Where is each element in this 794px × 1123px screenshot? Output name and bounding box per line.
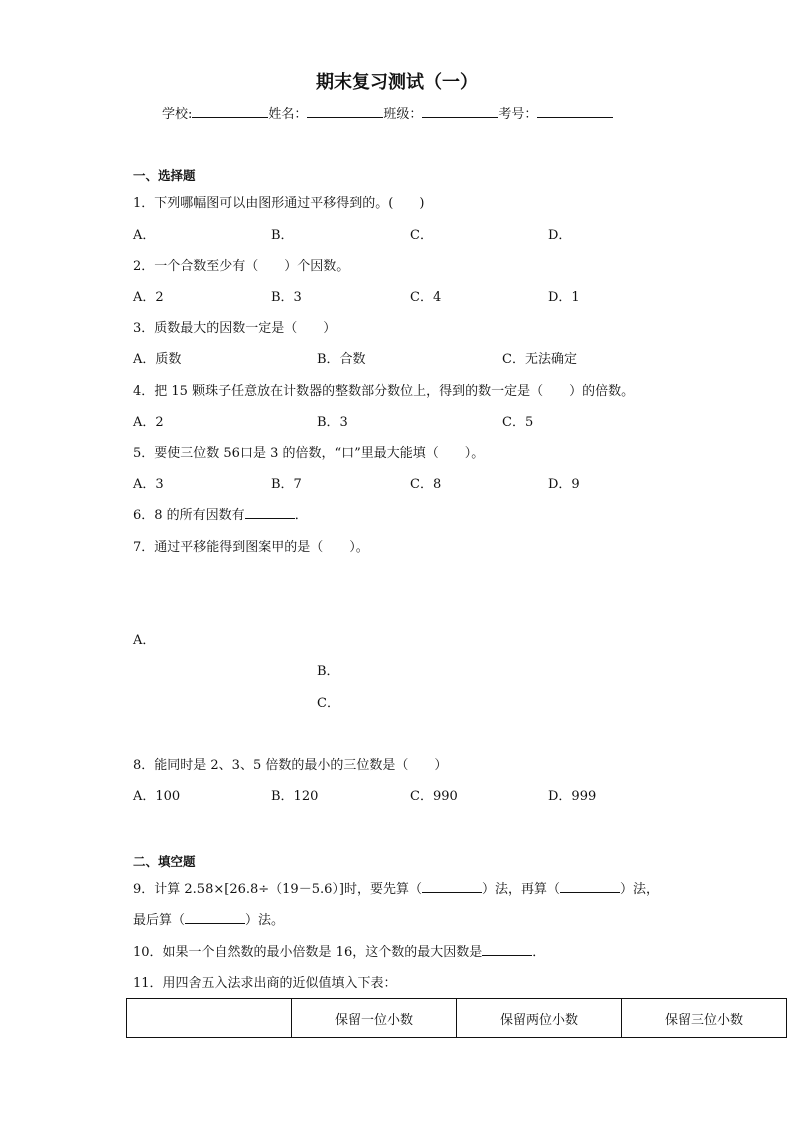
q1-option-d[interactable]: D． bbox=[548, 228, 572, 243]
q8-option-a[interactable]: A．100 bbox=[133, 789, 181, 804]
name-label: 姓名： bbox=[268, 107, 308, 122]
question-1: 1．下列哪幅图可以由图形通过平移得到的。( ) bbox=[133, 196, 425, 211]
q1-option-a[interactable]: A． bbox=[133, 228, 156, 243]
q5-option-c[interactable]: C．8 bbox=[410, 477, 442, 492]
rounding-table bbox=[126, 998, 787, 1038]
name-blank[interactable] bbox=[307, 105, 383, 118]
question-10: 10．如果一个自然数的最小倍数是 16，这个数的最大因数是 ． bbox=[133, 945, 546, 960]
q4-option-a[interactable]: A．2 bbox=[133, 415, 164, 430]
q5-option-b[interactable]: B．7 bbox=[271, 477, 302, 492]
q1-option-c[interactable]: C． bbox=[410, 228, 433, 243]
q2-option-a[interactable]: A．2 bbox=[133, 290, 164, 305]
q1-option-b[interactable]: B． bbox=[271, 228, 294, 243]
q7-option-a[interactable]: A． bbox=[133, 633, 156, 648]
number-label: 考号： bbox=[498, 107, 538, 122]
q2-option-d[interactable]: D．1 bbox=[548, 290, 580, 305]
class-label: 班级： bbox=[383, 107, 423, 122]
q8-option-d[interactable]: D．999 bbox=[548, 789, 597, 804]
q2-option-b[interactable]: B．3 bbox=[271, 290, 302, 305]
q7-option-b[interactable]: B． bbox=[317, 664, 340, 679]
q4-option-b[interactable]: B．3 bbox=[317, 415, 348, 430]
q3-option-a[interactable]: A．质数 bbox=[133, 352, 182, 367]
question-5: 5．要使三位数 56口是 3 的倍数，“口”里最大能填（ ）。 bbox=[133, 446, 485, 461]
section-heading-fill: 二、填空题 bbox=[133, 854, 196, 869]
page-title: 期末复习测试（一） bbox=[316, 72, 478, 93]
q3-option-c[interactable]: C．无法确定 bbox=[502, 352, 577, 367]
q3-option-b[interactable]: B．合数 bbox=[317, 352, 366, 367]
question-11: 11．用四舍五入法求出商的近似值填入下表： bbox=[133, 976, 397, 991]
question-3: 3．质数最大的因数一定是（ ） bbox=[133, 321, 337, 336]
q2-option-c[interactable]: C．4 bbox=[410, 290, 442, 305]
school-blank[interactable] bbox=[192, 105, 268, 118]
q4-option-c[interactable]: C．5 bbox=[502, 415, 534, 430]
q5-option-d[interactable]: D．9 bbox=[548, 477, 580, 492]
question-6: 6．8 的所有因数有 ． bbox=[133, 508, 308, 523]
question-9-line1: 9．计算 2.58×[26.8÷（19－5.6）]时，要先算（ ）法，再算（ ）法， bbox=[133, 882, 659, 897]
q10-answer-blank[interactable] bbox=[482, 943, 532, 956]
table-header-row bbox=[127, 999, 787, 1038]
question-8: 8．能同时是 2、3、5 倍数的最小的三位数是（ ） bbox=[133, 758, 448, 773]
section-heading-choice: 一、选择题 bbox=[133, 168, 196, 183]
question-7: 7．通过平移能得到图案甲的是（ ）。 bbox=[133, 540, 369, 555]
question-4: 4．把 15 颗珠子任意放在计数器的整数部分数位上，得到的数一定是（ ）的倍数。 bbox=[133, 384, 635, 399]
class-blank[interactable] bbox=[422, 105, 498, 118]
table-header-two-decimals: 保留两位小数 bbox=[457, 999, 622, 1038]
q8-option-c[interactable]: C．990 bbox=[410, 789, 458, 804]
table-header-empty bbox=[127, 999, 292, 1038]
question-2: 2．一个合数至少有（ ）个因数。 bbox=[133, 259, 350, 274]
student-info-line bbox=[162, 103, 613, 122]
q9-blank-1[interactable] bbox=[422, 880, 482, 893]
q7-option-c[interactable]: C． bbox=[317, 696, 340, 711]
q9-blank-2[interactable] bbox=[560, 880, 620, 893]
q9-blank-3[interactable] bbox=[185, 911, 245, 924]
q5-option-a[interactable]: A．3 bbox=[133, 477, 164, 492]
table-header-three-decimals: 保留三位小数 bbox=[622, 999, 787, 1038]
table-header-one-decimal: 保留一位小数 bbox=[292, 999, 457, 1038]
q8-option-b[interactable]: B．120 bbox=[271, 789, 319, 804]
number-blank[interactable] bbox=[537, 105, 613, 118]
school-label: 学校: bbox=[162, 107, 193, 122]
question-9-line2: 最后算（ ）法。 bbox=[133, 913, 285, 928]
q6-answer-blank[interactable] bbox=[245, 506, 295, 519]
